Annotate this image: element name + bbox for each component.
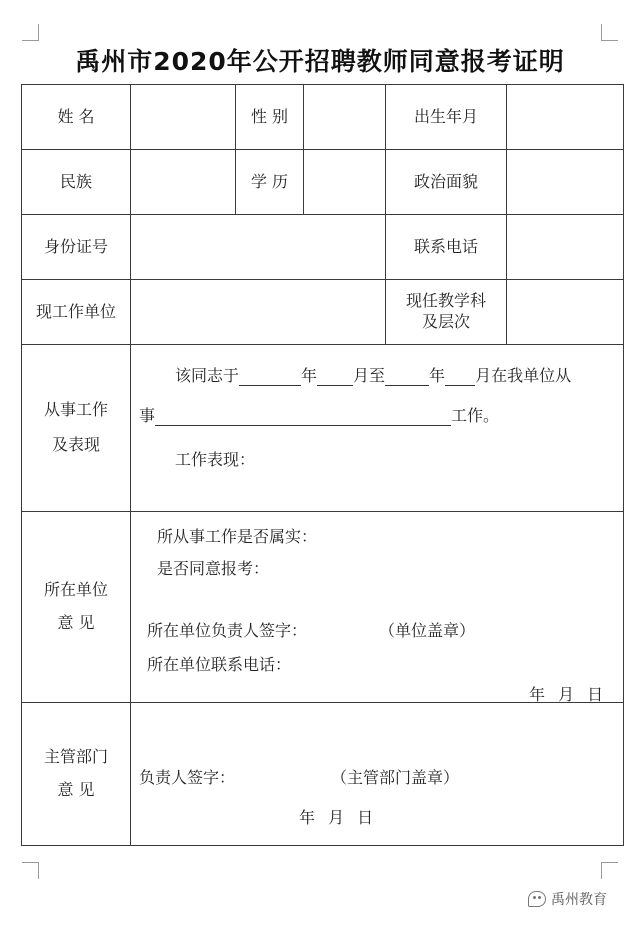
start-month-blank[interactable] bbox=[317, 367, 353, 386]
watermark bbox=[528, 889, 607, 909]
work-duty-blank[interactable] bbox=[155, 407, 451, 426]
corner-mark-top-right bbox=[601, 24, 618, 41]
education-field[interactable] bbox=[304, 150, 386, 215]
unit-opinion-line-2: 意 见 bbox=[57, 613, 95, 632]
unit-contact-phone: 所在单位联系电话： bbox=[147, 655, 292, 674]
politics-label: 政治面貌 bbox=[386, 150, 507, 215]
dept-seal: （主管部门盖章） bbox=[331, 768, 460, 787]
dept-opinion-line-2: 意 见 bbox=[57, 780, 95, 799]
corner-mark-bottom-right bbox=[601, 862, 618, 879]
start-year-text: 年 bbox=[301, 366, 318, 385]
unit-opinion-label bbox=[22, 512, 131, 703]
unit-date: 年 月 日 bbox=[529, 685, 604, 704]
subject-label bbox=[386, 280, 507, 345]
work-duty-line bbox=[139, 403, 499, 426]
work-section bbox=[131, 345, 624, 512]
dept-opinion-line-1: 主管部门 bbox=[43, 747, 108, 767]
start-year-blank[interactable] bbox=[239, 367, 301, 386]
subject-field[interactable] bbox=[507, 280, 624, 345]
work-label-line-1: 从事工作 bbox=[43, 400, 108, 420]
work-duty-suffix: 工作。 bbox=[451, 406, 500, 425]
dept-opinion-label bbox=[22, 703, 131, 846]
phone-field[interactable] bbox=[507, 215, 624, 280]
agree-question: 是否同意报考： bbox=[157, 559, 270, 578]
birth-field[interactable] bbox=[507, 85, 624, 150]
subject-label-line-1: 现任教学科 bbox=[405, 291, 486, 311]
work-duty-prefix: 事 bbox=[139, 406, 156, 425]
unit-opinion-section bbox=[131, 512, 624, 703]
employer-field[interactable] bbox=[131, 280, 386, 345]
education-label: 学 历 bbox=[236, 150, 304, 215]
work-label-line-2: 及表现 bbox=[51, 435, 100, 454]
name-label: 姓 名 bbox=[22, 85, 131, 150]
subject-label-line-2: 及层次 bbox=[421, 312, 470, 331]
end-year-blank[interactable] bbox=[385, 367, 429, 386]
id-field[interactable] bbox=[131, 215, 386, 280]
ethnicity-label: 民族 bbox=[22, 150, 131, 215]
employer-label: 现工作单位 bbox=[22, 280, 131, 345]
name-field[interactable] bbox=[131, 85, 236, 150]
corner-mark-bottom-left bbox=[22, 862, 39, 879]
unit-seal: （单位盖章） bbox=[379, 621, 476, 640]
end-month-text: 月在我单位从 bbox=[475, 366, 572, 385]
end-month-blank[interactable] bbox=[445, 367, 475, 386]
document-title: 禹州市2020年公开招聘教师同意报考证明 bbox=[75, 47, 565, 76]
work-true-question: 所从事工作是否属实： bbox=[157, 527, 318, 546]
dept-date: 年 月 日 bbox=[299, 808, 374, 827]
phone-label: 联系电话 bbox=[386, 215, 507, 280]
gender-label: 性 别 bbox=[236, 85, 304, 150]
corner-mark-top-left bbox=[22, 24, 39, 41]
unit-opinion-line-1: 所在单位 bbox=[43, 580, 108, 600]
dept-head-signature: 负责人签字： bbox=[139, 768, 236, 787]
gender-field[interactable] bbox=[304, 85, 386, 150]
ethnicity-field[interactable] bbox=[131, 150, 236, 215]
work-period-text: 该同志于 bbox=[175, 366, 240, 385]
performance-label: 工作表现： bbox=[175, 450, 256, 469]
consent-form-table bbox=[21, 84, 624, 846]
wechat-icon bbox=[528, 891, 546, 907]
work-label bbox=[22, 345, 131, 512]
unit-head-signature: 所在单位负责人签字： bbox=[147, 621, 308, 640]
watermark-text: 禹州教育 bbox=[551, 892, 607, 908]
end-year-text: 年 bbox=[429, 366, 446, 385]
birth-label: 出生年月 bbox=[386, 85, 507, 150]
dept-opinion-section bbox=[131, 703, 624, 846]
start-month-text: 月至 bbox=[353, 366, 386, 385]
work-period-line bbox=[175, 363, 571, 386]
politics-field[interactable] bbox=[507, 150, 624, 215]
id-label: 身份证号 bbox=[22, 215, 131, 280]
